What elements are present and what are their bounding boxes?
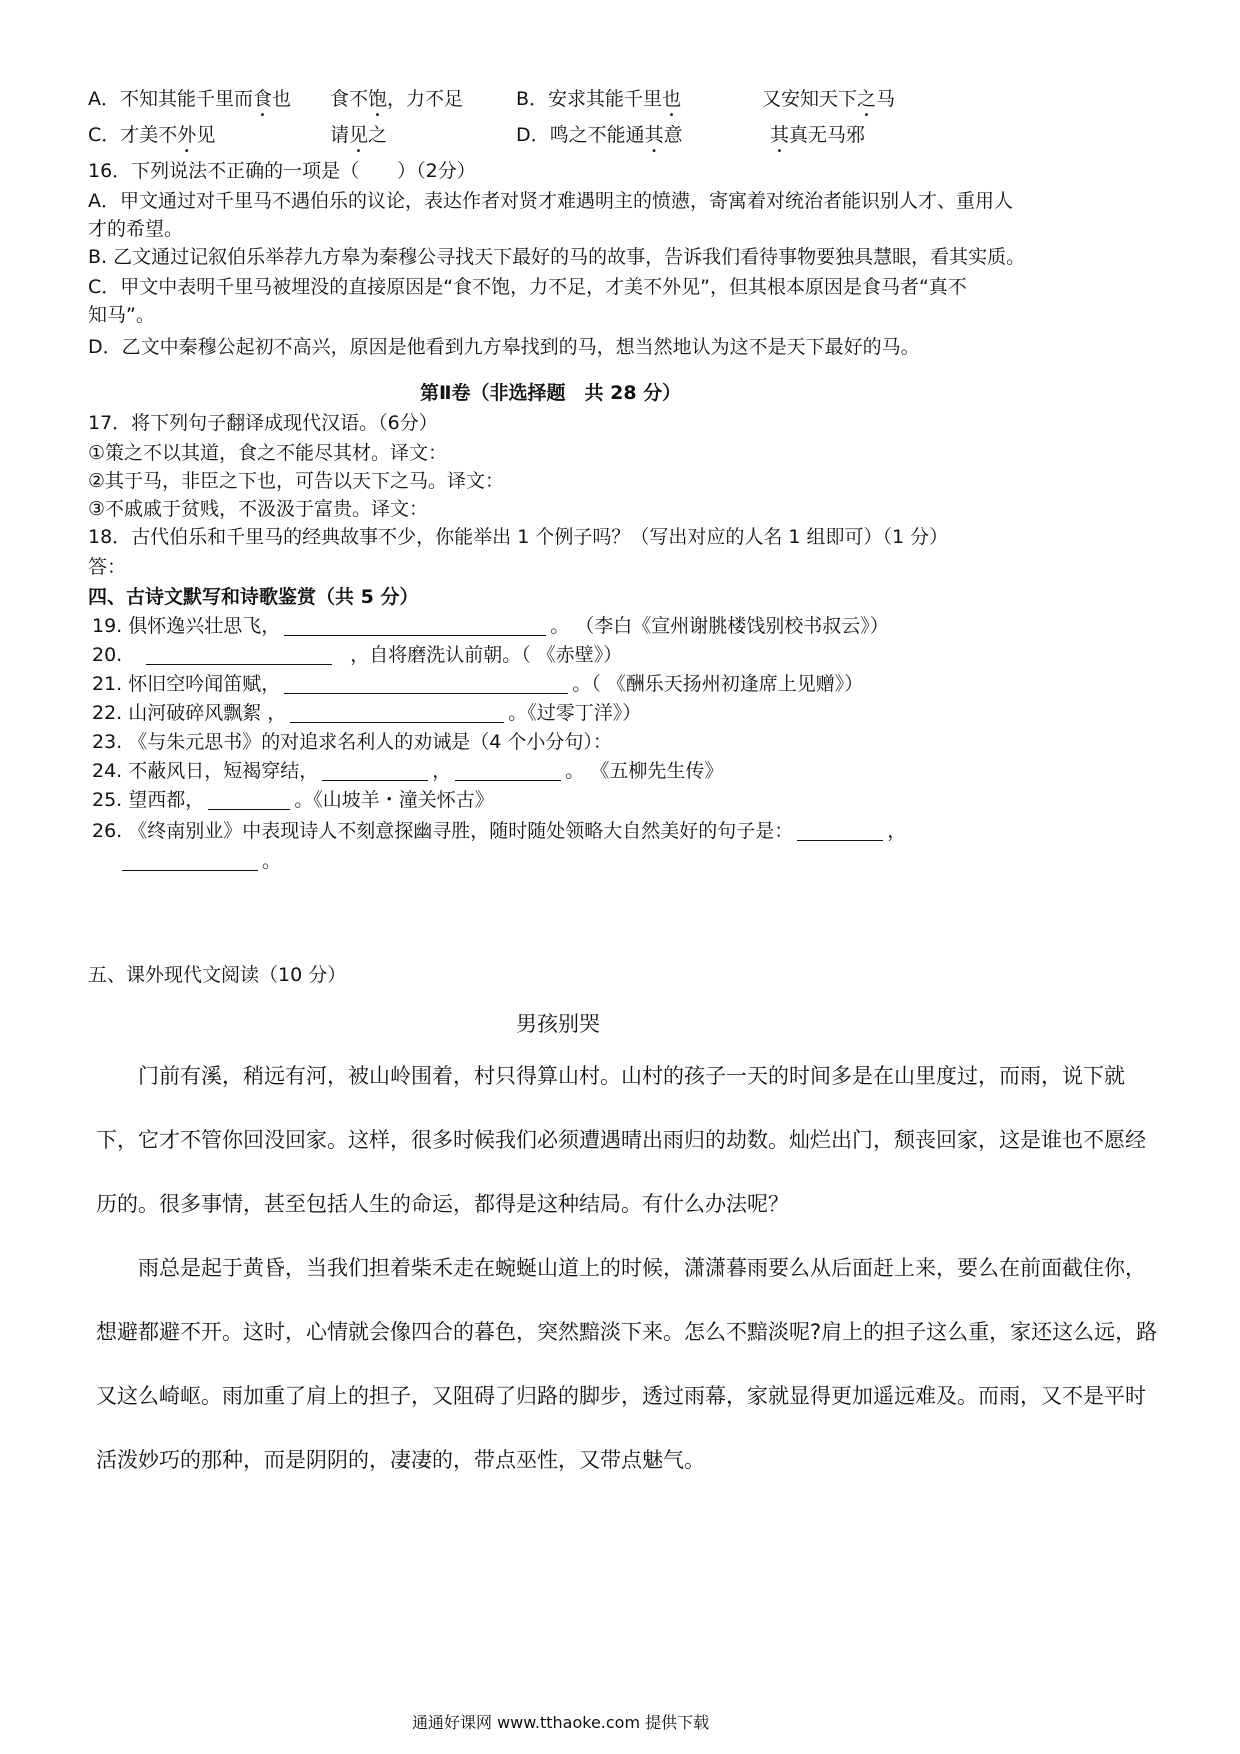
q16-option-d: D．乙文中秦穆公起初不高兴，原因是他看到九方皋找到的马，想当然地认为这不是天下最好的马。 [88, 336, 920, 358]
q16-option-a-line1: A．甲文通过对千里马不遇伯乐的议论，表达作者对贤才难遇明主的愤懑，寄寓着对统治者能识别人才、重用人 [88, 190, 1014, 212]
article-body [96, 1044, 1158, 1492]
q21-answer-blank[interactable] [284, 673, 568, 694]
q17-sentence-3: ③不戚戚于贫贱，不汲汲于富贵。译文： [88, 498, 429, 520]
q15-option-a: A．不知其能千里而食也 [88, 88, 292, 110]
q20-answer-blank[interactable] [146, 644, 332, 665]
q26-answer-blank-1[interactable] [797, 820, 883, 841]
q16-option-a-line2: 才的希望。 [88, 218, 184, 240]
q22: 22. 山河破碎风飘絮 ， 。《过零丁洋》） [92, 702, 642, 724]
q25-answer-blank[interactable] [208, 789, 290, 810]
q24: 24. 不蔽风日，短褐穿结， ， 。 《五柳先生传》 [92, 760, 724, 782]
q19: 19. 俱怀逸兴壮思飞， 。 （李白《宣州谢朓楼饯别校书叔云》） [92, 615, 889, 637]
article-paragraph-2: 雨总是起于黄昏，当我们担着柴禾走在蜿蜒山道上的时候，潇潇暮雨要么从后面赶上来，要么在前面截住你，想避都避不开。这时，心情就会像四合的暮色，突然黯淡下来。怎么不黯淡呢?肩上的担子这么重，家还这么远，路又这么崎岖。雨加重了肩上的担子，又阻碍了归路的脚步，透过雨幕，家就显得更加遥远难及。而雨，又不是平时活泼妙巧的那种，而是阴阴的，凄凄的，带点巫性，又带点魅气。 [96, 1256, 1158, 1472]
section5-heading: 五、课外现代文阅读（10 分） [88, 964, 347, 986]
q16-option-c-line1: C．甲文中表明千里马被埋没的直接原因是“食不饱，力不足，才美不外见”，但其根本原因是食马者“真不 [88, 276, 967, 298]
q24-answer-blank-2[interactable] [455, 760, 561, 781]
q18-answer-label: 答： [88, 556, 127, 578]
section4-heading: 四、古诗文默写和诗歌鉴赏（共 5 分） [88, 586, 419, 608]
q20: 20. ，自将磨洗认前朝。（ 《赤壁》） [92, 644, 623, 666]
part2-heading: 第Ⅱ卷（非选择题 共 28 分） [420, 382, 682, 404]
q15-option-d: D．鸣之不能通其意 [516, 124, 683, 146]
q17-stem: 17．将下列句子翻译成现代汉语。（6分） [88, 412, 438, 434]
q25: 25. 望西都， 。《山坡羊・潼关怀古》 [92, 789, 494, 811]
q15-option-d-pair: 其真无马邪 [770, 124, 866, 146]
q17-sentence-1: ①策之不以其道，食之不能尽其材。译文： [88, 442, 448, 464]
q26-answer-blank-2[interactable] [122, 850, 258, 871]
q26: 26. 《终南别业》中表现诗人不刻意探幽寻胜，随时随处领略大自然美好的句子是： ， [92, 820, 907, 842]
q16-option-c-line2: 知马”。 [88, 304, 155, 326]
q15-option-b: B．安求其能千里也 [516, 88, 682, 110]
article-title: 男孩别哭 [516, 1012, 600, 1036]
article-paragraph-1: 门前有溪，稍远有河，被山岭围着，村只得算山村。山村的孩子一天的时间多是在山里度过，而雨，说下就下，它才不管你回没回家。这样，很多时候我们必须遭遇晴出雨归的劫数。灿烂出门，颓丧回家，这是谁也不愿经历的。很多事情，甚至包括人生的命运，都得是这种结局。有什么办法呢？ [96, 1064, 1146, 1216]
q22-answer-blank[interactable] [290, 702, 504, 723]
q15-option-a-pair: 食不饱，力不足 [330, 88, 464, 110]
q15-option-c-pair: 请见之 [330, 124, 388, 146]
q24-answer-blank-1[interactable] [322, 760, 428, 781]
q15-option-c: C．才美不外见 [88, 124, 216, 146]
q19-answer-blank[interactable] [284, 615, 546, 636]
page-footer: 通通好课网 www.tthaoke.com 提供下载 [412, 1713, 710, 1732]
q21: 21. 怀旧空吟闻笛赋， 。（ 《酬乐天扬州初逢席上见赠》） [92, 673, 864, 695]
q26-continued: 。 [122, 848, 281, 874]
q17-sentence-2: ②其于马，非臣之下也，可告以天下之马。译文： [88, 470, 505, 492]
q15-option-b-pair: 又安知天下之马 [762, 88, 896, 110]
q16-option-b: B. 乙文通过记叙伯乐举荐九方皋为秦穆公寻找天下最好的马的故事，告诉我们看待事物要独具慧眼，看其实质。 [88, 246, 1026, 268]
q16-stem: 16．下列说法不正确的一项是（ ）（2分） [88, 160, 476, 182]
q23: 23. 《与朱元思书》的对追求名利人的劝诫是（4 个小分句）： [92, 731, 612, 753]
q18-stem: 18．古代伯乐和千里马的经典故事不少，你能举出 1 个例子吗？（写出对应的人名 1 组即可）（1 分） [88, 526, 949, 548]
